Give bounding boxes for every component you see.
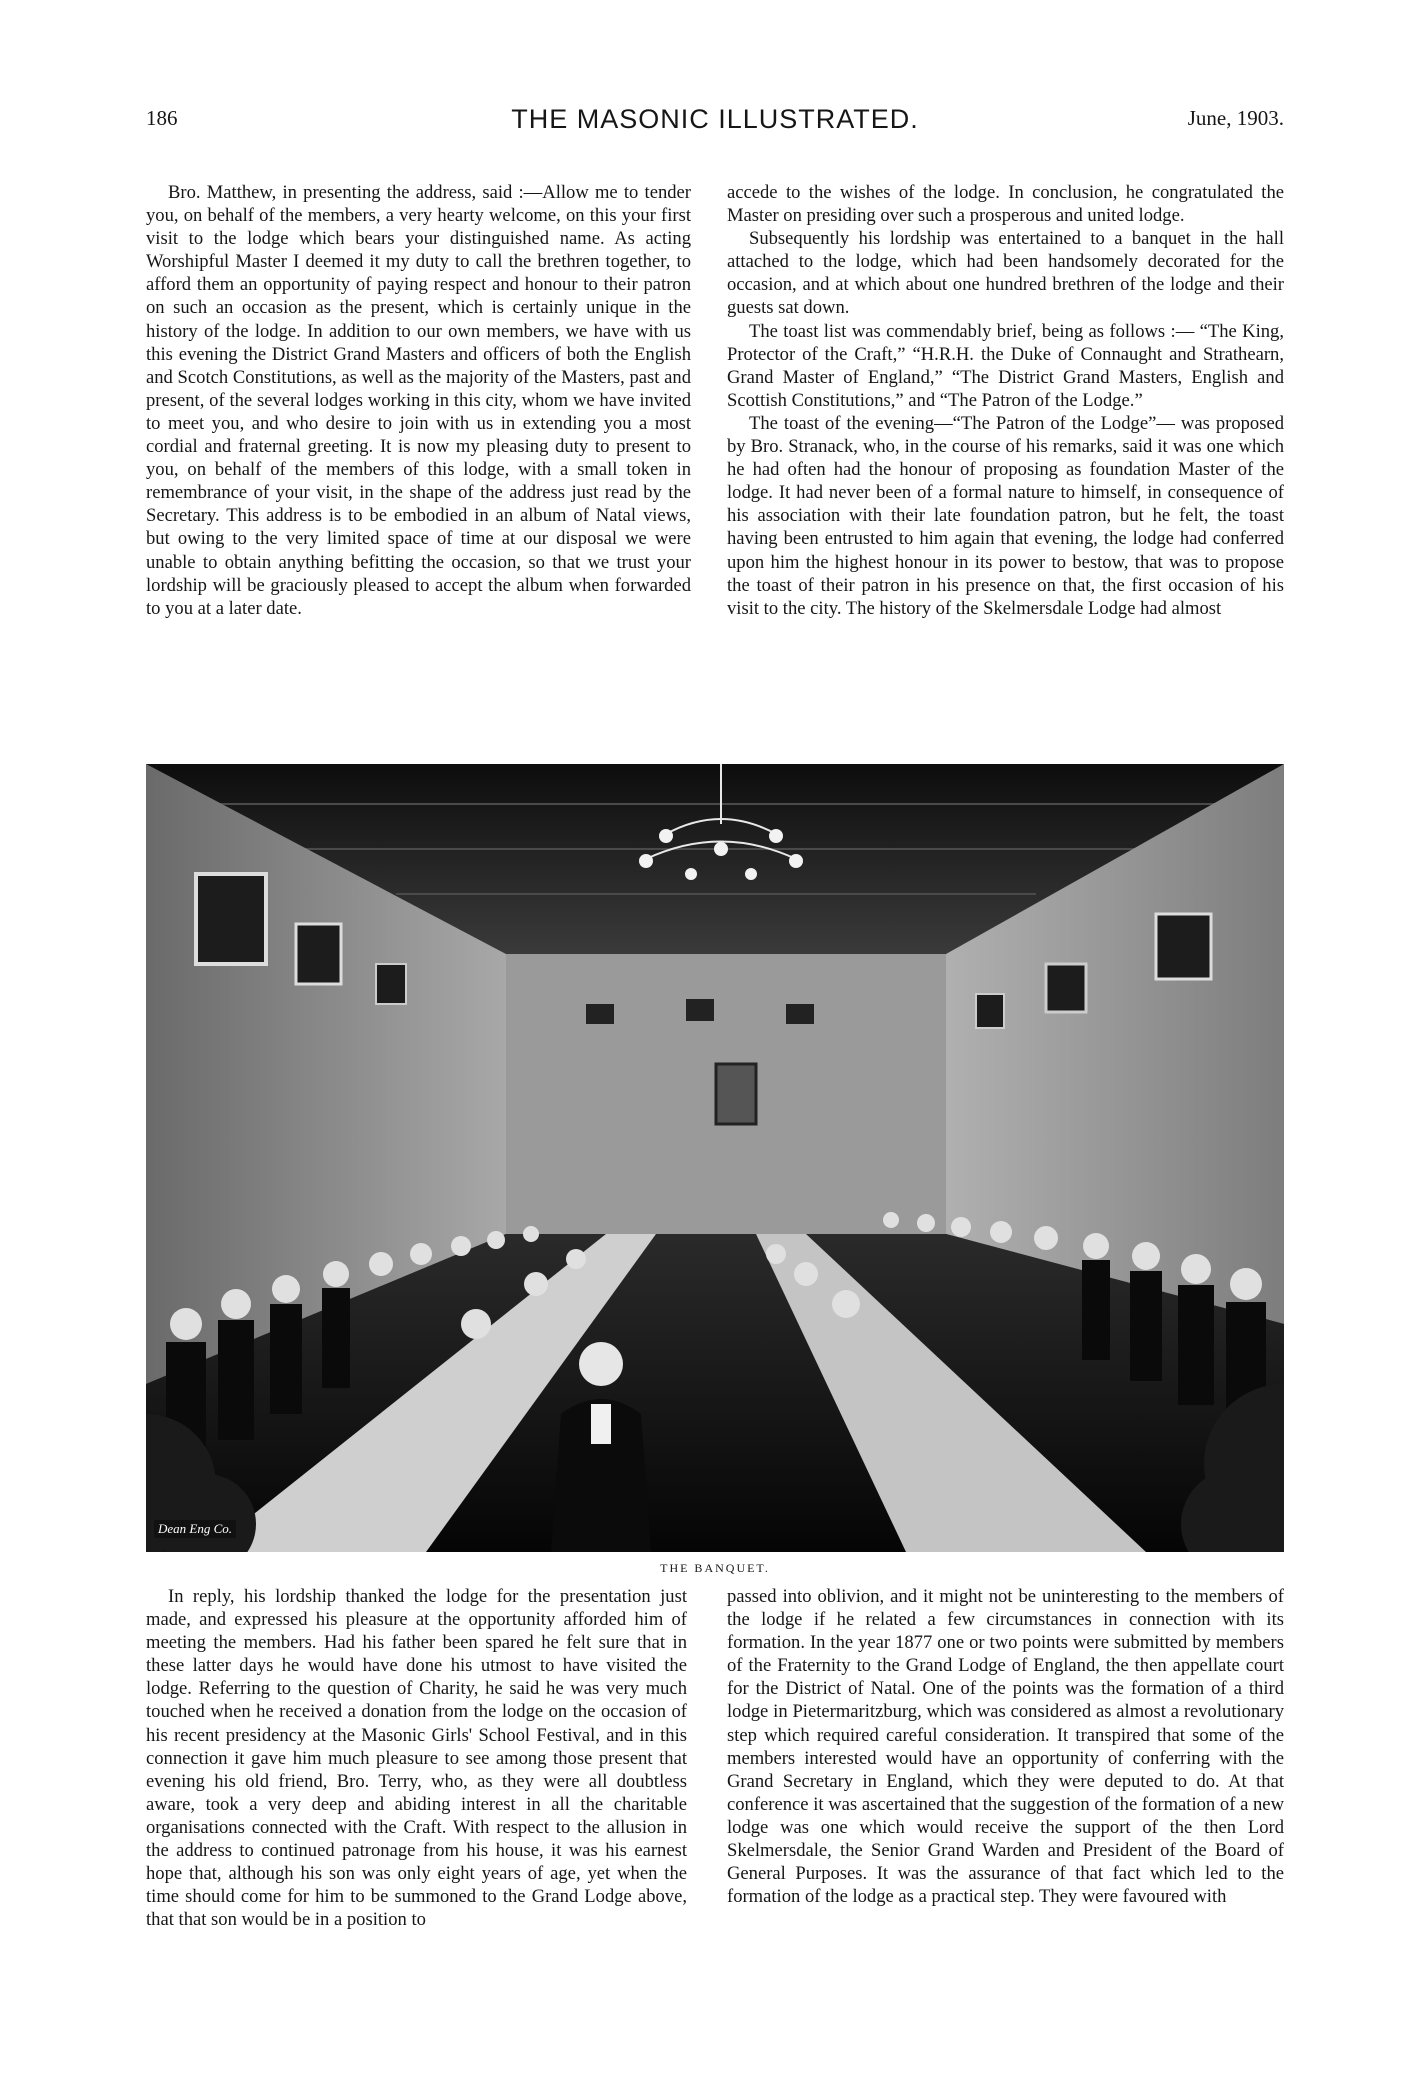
article-paragraph: The toast list was commendably brief, being as follows :— “The King, Protector of the Craft,” “H.R.H. the Duke of Connaught and Strathearn, Grand Master of England,” “The District Grand Masters, English and Scottish Constitutions,” and “The Patron of the Lodge.” xyxy=(727,320,1284,411)
article-paragraph: In reply, his lordship thanked the lodge for the presentation just made, and expressed his pleasure at the opportunity afforded him of meeting the members. Had his father been spared he felt sure that in these latter days he would have done his utmost to have visited the lodge. Referring to the question of Charity, he said he was very much touched when he received a donation from the lodge on the occasion of his recent presidency at the Masonic Girls' School Festival, and in this connection it gave him much pleasure to see among those present that evening his old friend, Bro. Terry, who, as they were all doubtless aware, took a very deep and abiding interest in all the charitable organisations connected with the Craft. With respect to the allusion in the address to continued patronage from his house, it was his earnest hope that, although his son was only eight years of age, yet when the time should come for him to be summoned to the Grand Lodge above, that that son would be in a position to xyxy=(146,1586,687,1931)
article-column-top-left xyxy=(146,181,691,620)
journal-title: THE MASONIC ILLUSTRATED. xyxy=(511,104,919,134)
engraver-mark: Dean Eng Co. xyxy=(154,1520,236,1538)
article-column-bottom-right xyxy=(727,1585,1284,1908)
page-number: 186 xyxy=(146,106,178,130)
article-paragraph: accede to the wishes of the lodge. In conclusion, he congratulated the Master on presiding over such a prosperous and united lodge. xyxy=(727,182,1284,227)
photo-caption: THE BANQUET. xyxy=(660,1561,770,1575)
article-paragraph: Subsequently his lordship was entertained to a banquet in the hall attached to the lodge, which had been handsomely decorated for the occasion, and at which about one hundred brethren of the lodge and their guests sat down. xyxy=(727,228,1284,319)
article-column-bottom-left xyxy=(146,1585,687,1931)
article-column-top-right xyxy=(727,181,1284,620)
article-paragraph: passed into oblivion, and it might not be uninteresting to the members of the lodge if he related a few circumstances in connection with its formation. In the year 1877 one or two points were submitted by members of the Fraternity to the Grand Lodge of England, the then appellate court for the District of Natal. One of the points was the formation of a third lodge in Pietermaritzburg, which was considered as almost a revolutionary step which required careful consideration. It transpired that some of the members interested would have an opportunity of conferring with the Grand Secretary in England, which they were deputed to do. At that conference it was ascertained that the suggestion of the formation of a new lodge was one which would receive the support of the then Lord Skelmersdale, the Senior Grand Warden and President of the Board of General Purposes. It was the assurance of that fact which led to the formation of the lodge as a practical step. They were favoured with xyxy=(727,1586,1284,1908)
banquet-photograph xyxy=(146,764,1284,1552)
issue-date: June, 1903. xyxy=(1187,106,1284,130)
article-paragraph: The toast of the evening—“The Patron of the Lodge”— was proposed by Bro. Stranack, who, in the course of his remarks, said it was one which he had often had the honour of proposing as foundation Master of the lodge. It had never been of a formal nature to himself, in consequence of his association with their late foundation patron, but he felt, the toast having been entrusted to him again that evening, the lodge had conferred upon him the highest honour in its power to bestow, that was to propose the toast of their patron in his presence on that, the first occasion of his visit to the city. The history of the Skelmersdale Lodge had almost xyxy=(727,412,1284,619)
page-header xyxy=(146,104,1284,136)
article-paragraph: Bro. Matthew, in presenting the address, said :—Allow me to tender you, on behalf of the members, a very hearty welcome, on this your first visit to the lodge which bears your distinguished name. As acting Worshipful Master I deemed it my duty to call the brethren together, to afford them an opportunity of paying respect and honour to their patron on such an occasion as the present, which is certainly unique in the history of the lodge. In addition to our own members, we have with us this evening the District Grand Masters and officers of both the English and Scotch Constitutions, as well as the majority of the Masters, past and present, of the several lodges working in this city, whom we have invited to meet you, and who desire to join with us in extending you a most cordial and fraternal greeting. It is now my pleasing duty to present to you, on behalf of the members of this lodge, with a small token in remembrance of your visit, in the shape of the address just read by the Secretary. This address is to be embodied in an album of Natal views, but owing to the very limited space of time at our disposal we were unable to obtain anything befitting the occasion, so that we trust your lordship will be graciously pleased to accept the album when forwarded to you at a later date. xyxy=(146,182,691,619)
